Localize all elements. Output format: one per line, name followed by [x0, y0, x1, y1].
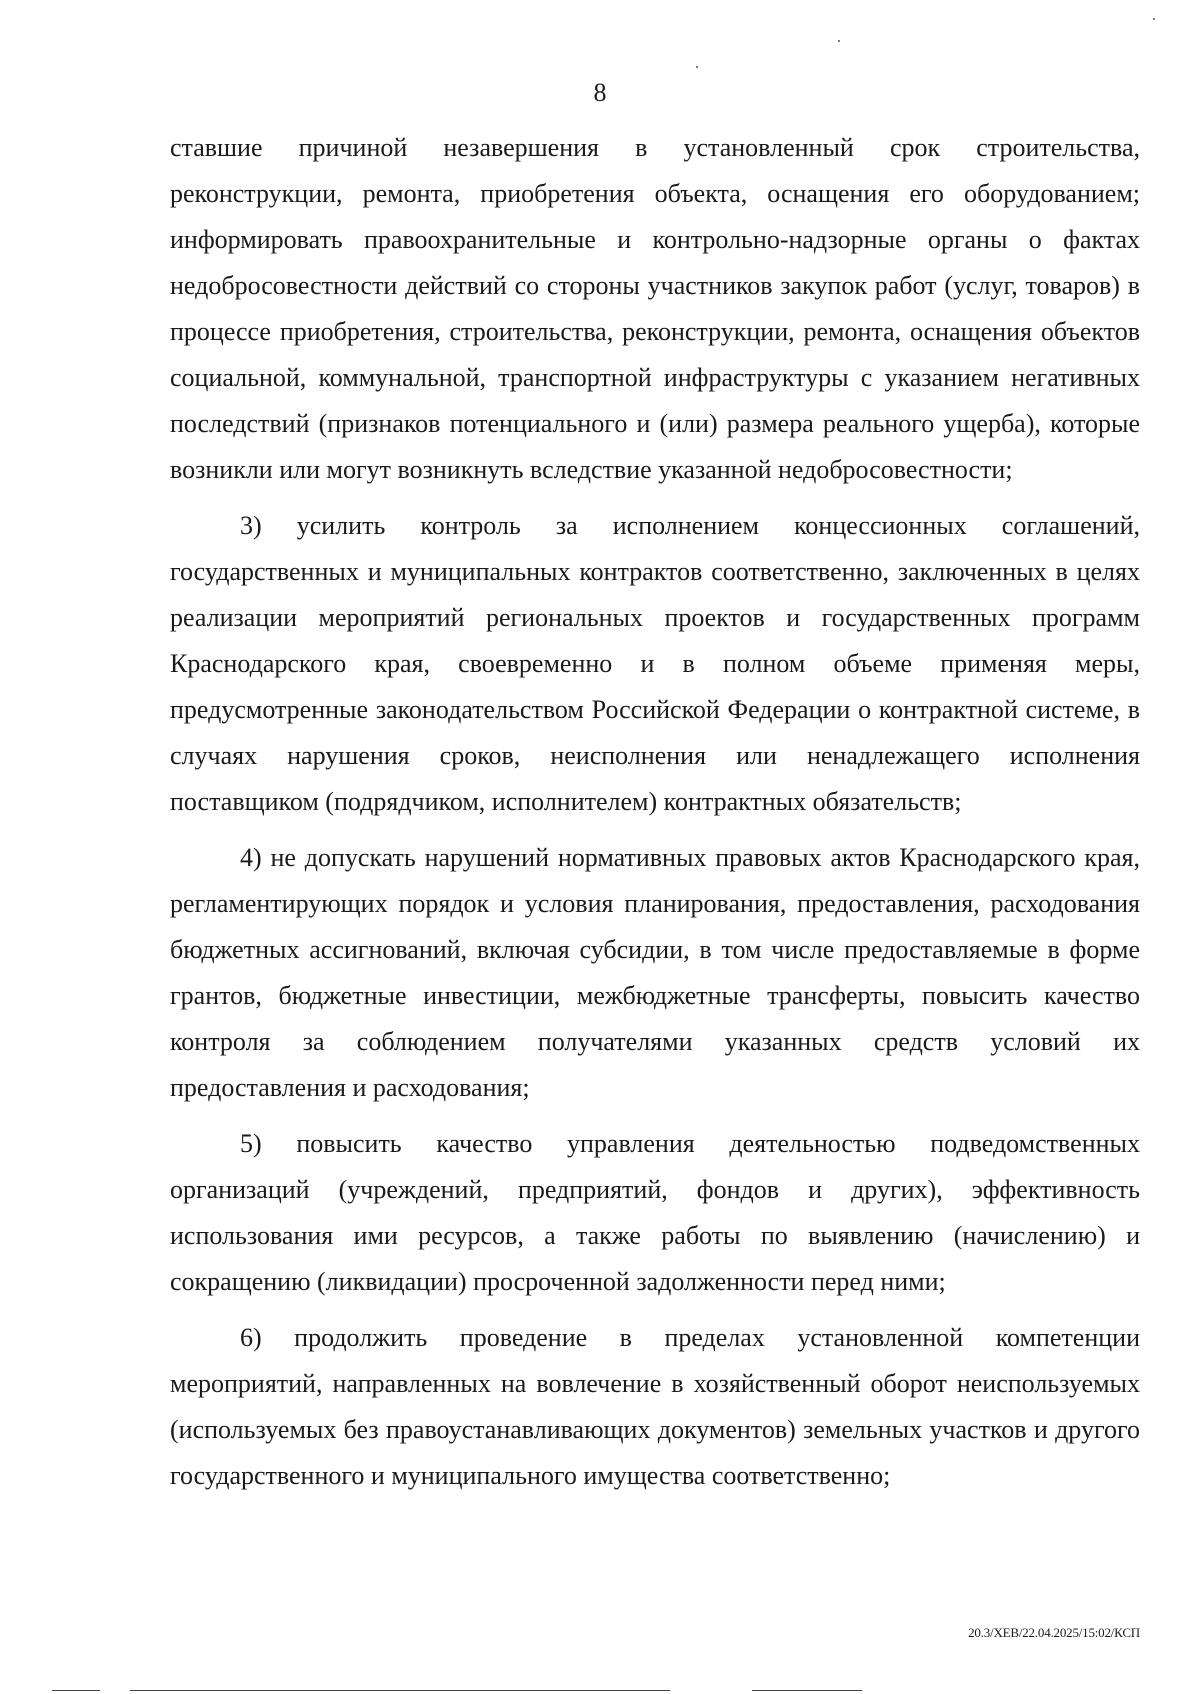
- scan-speck: [838, 40, 840, 42]
- scan-speck: [696, 66, 698, 68]
- paragraph-item-4: 4) не допускать нарушений нормативных правовых актов Краснодарского края, регламентирующих порядок и условия планирования, предоставления, расходования бюджетных ассигнований, включая субсидии, в том числе предоставляемые в форме грантов, бюджетные инвестиции, межбюджетные трансферты, повысить качество контроля за соблюдением получателями указанных средств условий их предоставления и расходования;: [170, 843, 1140, 1102]
- page-number: 8: [593, 78, 607, 107]
- document-body: [170, 125, 1140, 1509]
- paragraph-continuation: ставшие причиной незавершения в установленный срок строительства, реконструкции, ремонта, приобретения объекта, оснащения его оборудованием; информировать правоохранительные и контрольно-надзорные органы о фактах недобросовестности действий со стороны участников закупок работ (услуг, товаров) в процессе приобретения, строительства, реконструкции, ремонта, оснащения объектов социальной, коммунальной, транспортной инфраструктуры с указанием негативных последствий (признаков потенциального и (или) размера реального ущерба), которые возникли или могут возникнуть вследствие указанной недобросовестности;: [170, 133, 1140, 484]
- paragraph-item-5: 5) повысить качество управления деятельностью подведомственных организаций (учреждений, предприятий, фондов и других), эффективность использования ими ресурсов, а также работы по выявлению (начислению) и сокращению (ликвидации) просроченной задолженности перед ними;: [170, 1129, 1140, 1296]
- scan-edge-line: [52, 1690, 100, 1691]
- footer-document-code: 20.3/ХЕВ/22.04.2025/15:02/КСП: [968, 1625, 1140, 1640]
- paragraph-item-6: 6) продолжить проведение в пределах установленной компетенции мероприятий, направленных на вовлечение в хозяйственный оборот неиспользуемых (используемых без правоустанавливающих документов) земельных участков и другого государственного и муниципального имущества соответственно;: [170, 1323, 1140, 1490]
- scan-edge-line: [752, 1690, 862, 1691]
- scan-speck: [1153, 18, 1155, 20]
- scan-edge-line: [130, 1690, 670, 1691]
- paragraph-item-3: 3) усилить контроль за исполнением концессионных соглашений, государственных и муниципальных контрактов соответственно, заключенных в целях реализации мероприятий региональных проектов и государственных программ Краснодарского края, своевременно и в полном объеме применяя меры, предусмотренные законодательством Российской Федерации о контрактной системе, в случаях нарушения сроков, неисполнения или ненадлежащего исполнения поставщиком (подрядчиком, исполнителем) контрактных обязательств;: [170, 511, 1140, 816]
